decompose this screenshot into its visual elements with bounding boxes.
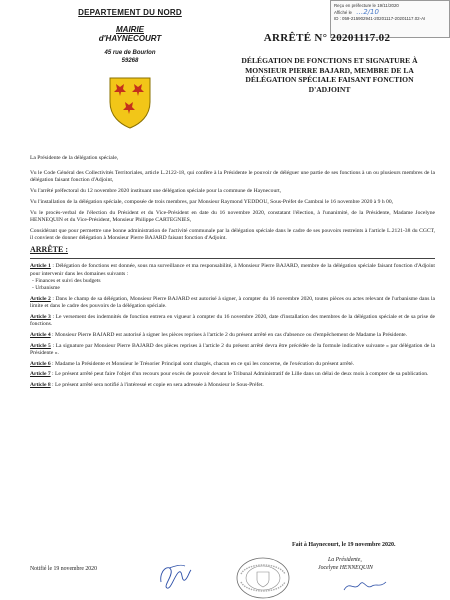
decree-subject: DÉLÉGATION DE FONCTIONS ET SIGNATURE À MONSIEUR PIERRE BAJARD, MEMBRE DE LA DÉLÉGATION SPÉCIALE FAISANT FONCTION D'ADJOINT	[241, 56, 418, 94]
mairie-label: MAIRIE	[116, 25, 144, 34]
article-text: : Le présent arrêté peut faire l'objet d'un recours pour excès de pouvoir devant le Tribunal Administratif de Lille dans un délai de deux mois à compter de sa publication.	[50, 371, 429, 378]
article-5	[30, 343, 435, 357]
article-text: : Madame la Présidente et Monsieur le Trésorier Principal sont chargés, chacun en ce qui les concerne, de l'exécution du présent arrêté.	[50, 360, 354, 367]
divider	[30, 258, 435, 259]
street-address: 45 rue de Bourlon	[104, 50, 156, 56]
considerant: Vu le procès-verbal de l'élection du Président et du Vice-Président en date du 16 novembre 2020, constatant l'élection, à l'unanimité, de la Présidente, Madame Jocelyne HENNEQUIN et du Vice-Président, Monsieur Philippe CARTEGNIES,	[30, 209, 435, 223]
stamp-posted-label: Affiché le	[334, 10, 352, 15]
article-7	[30, 371, 435, 378]
arrete-heading: ARRÊTE :	[30, 245, 69, 255]
department-name: DEPARTEMENT DU NORD	[78, 8, 182, 17]
article-label: Article 7	[30, 371, 51, 378]
article-label: Article 1	[30, 263, 51, 270]
article-label: Article 5	[30, 342, 51, 349]
article-6	[30, 361, 435, 368]
considerant: Vu l'arrêté préfectoral du 12 novembre 2020 instituant une délégation spéciale pour la commune de Haynecourt,	[30, 188, 282, 195]
mairie-seal-icon	[235, 556, 291, 600]
article-4	[30, 332, 435, 339]
article-label: Article 2	[30, 295, 51, 302]
article-3	[30, 314, 435, 328]
municipal-header	[60, 8, 200, 130]
stamp-received-line: Reçu en préfecture le 19/11/2020	[334, 3, 399, 8]
article-text: : Délégation de fonctions est donnée, sous ma surveillance et ma responsabilité, à Monsieur Pierre BAJARD, membre de la délégation spéciale faisant fonction d'Adjoint pour intervenir dans les domaines suivants :	[30, 263, 435, 277]
stamp-id-line: ID : 059-215902941-20201117-20201117.02-AI	[334, 16, 426, 21]
postal-code: 59268	[121, 58, 139, 64]
article-text: : Le versement des indemnités de fonction entrera en vigueur à compter du 16 novembre 2020, date d'installation des membres de la délégation spéciale et de sa prise de fonctions.	[30, 313, 435, 328]
place-and-date: Fait à Haynecourt, le 19 novembre 2020.	[292, 542, 396, 548]
stamp-posted-line	[334, 9, 446, 16]
article-8	[30, 382, 435, 389]
notification-date: Notifié le 19 novembre 2020	[30, 566, 97, 572]
handwritten-signature-icon	[155, 560, 195, 592]
signatory-role: La Présidente,	[328, 557, 362, 563]
article-text: : La signature par Monsieur Pierre BAJARD des pièces reprises à l'article 2 du présent arrêté devra être précédée de la formule indicative suivante « par délégation de la Présidente ».	[30, 342, 435, 356]
article-label: Article 6	[30, 360, 51, 367]
presidente-signature-icon	[340, 574, 390, 596]
stamp-posted-value: …2/10	[356, 9, 379, 16]
list-item: - Urbanisme	[32, 285, 60, 292]
signatory-name: Jocelyne HENNEQUIN	[318, 565, 373, 571]
article-1	[30, 263, 435, 292]
article-text: : Monsieur Pierre BAJARD est autorisé à signer les pièces reprises à l'article 2 du présent arrêté en cas d'absence ou d'empêchement de Madame la Présidente.	[50, 331, 408, 338]
decree-number: ARRÊTÉ N° 20201117.02	[263, 32, 391, 44]
considerant: Vu le Code Général des Collectivités Territoriales, article L.2122-18, qui confère à la Présidente le pouvoir de déléguer une partie de ses fonctions à un ou plusieurs membres de la délégation faisant fonction d'Adjoint,	[30, 170, 435, 184]
coat-of-arms-icon	[106, 74, 154, 130]
considerant: Vu l'installation de la délégation spéciale, composée de trois membres, par Monsieur Raymond YEDDOU, Sous-Préfet de Cambrai le 16 novembre 2020 à 9 h 00,	[30, 199, 394, 205]
article-label: Article 8	[30, 382, 51, 389]
considerant: Considérant que pour permettre une bonne administration de l'activité communale par la délégation spéciale dans le cadre de ses pouvoirs restreints à l'article L.2121-38 du CGCT, il convient de donner délégation à Monsieur Pierre BAJARD faisant fonction d'Adjoint.	[30, 227, 435, 241]
article-text: : Dans le champ de sa délégation, Monsieur Pierre BAJARD est autorisé à signer, à compter du 16 novembre 2020, toutes pièces ou actes relevant de l'urbanisme dans la limite et dans le cadre des pouvoirs de la délégation spéciale.	[30, 295, 436, 310]
decree-body	[30, 155, 435, 393]
article-label: Article 3	[30, 313, 51, 320]
list-item: - Finances et suivi des budgets	[32, 277, 101, 284]
article-2	[30, 296, 435, 310]
intro-line: La Présidente de la délégation spéciale,	[30, 155, 119, 161]
article-text: : Le présent arrêté sera notifié à l'intéressé et copie en sera adressée à Monsieur le Sous-Préfet.	[50, 382, 264, 389]
article-label: Article 4	[30, 331, 51, 338]
commune-name: d'HAYNECOURT	[98, 34, 162, 43]
